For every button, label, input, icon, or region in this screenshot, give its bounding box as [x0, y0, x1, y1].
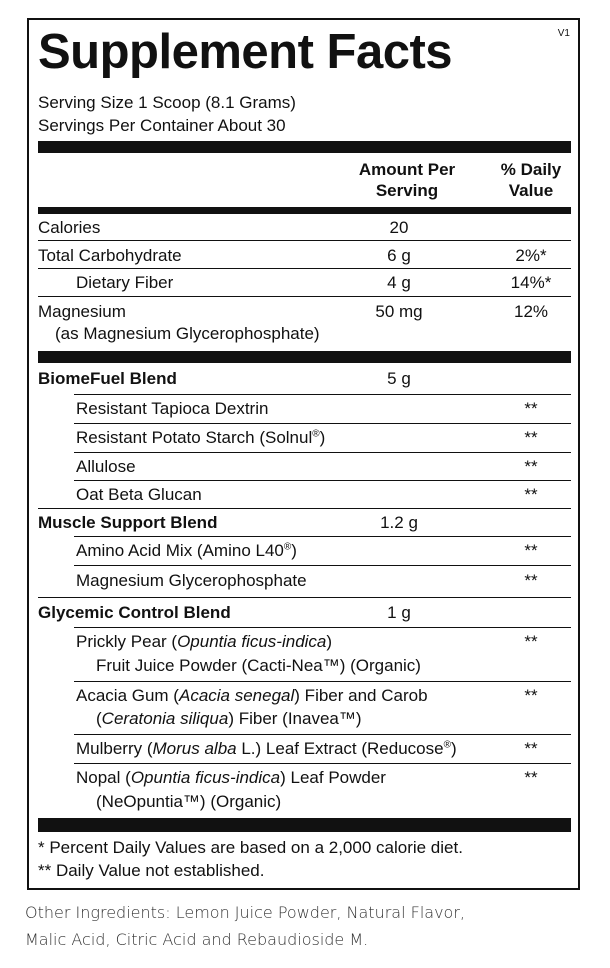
ingredient-name: Nopal (Opuntia ficus-indica) Leaf Powder: [76, 768, 386, 787]
row-rule: [74, 452, 571, 453]
ingredient-name-cont: (Ceratonia siliqua) Fiber (Inavea™): [96, 709, 362, 728]
nutrient-dv: 12%: [513, 302, 549, 321]
row-rule: [38, 597, 571, 598]
ingredient-name-cont: Fruit Juice Powder (Cacti-Nea™) (Organic): [96, 656, 421, 675]
panel-title: Supplement Facts: [38, 25, 453, 79]
row-rule: [38, 268, 571, 269]
ingredient-dv: **: [524, 739, 538, 758]
ingredient-name: Prickly Pear (Opuntia ficus-indica): [76, 632, 333, 651]
other-ingredients-line1: Other Ingredients: Lemon Juice Powder, Natural Flavor,: [25, 903, 466, 922]
ingredient-dv: **: [524, 768, 538, 787]
medium-divider: [38, 207, 571, 214]
ingredient-name: Mulberry (Morus alba L.) Leaf Extract (Reducose®): [76, 739, 457, 758]
footnote-dv: * Percent Daily Values are based on a 2,000 calorie diet.: [38, 838, 463, 857]
ingredient-dv: **: [524, 541, 538, 560]
row-rule: [74, 627, 571, 628]
ingredient-name: Magnesium Glycerophosphate: [76, 571, 307, 590]
supplement-facts-panel: [27, 18, 580, 890]
nutrient-name: Magnesium: [38, 302, 126, 321]
thick-divider: [38, 141, 571, 153]
serving-size: Serving Size 1 Scoop (8.1 Grams): [38, 93, 296, 112]
daily-value-header: % Daily Value: [500, 160, 562, 200]
row-rule: [74, 763, 571, 764]
blend-amount: 1 g: [387, 603, 411, 622]
row-rule: [74, 423, 571, 424]
ingredient-name: Resistant Tapioca Dextrin: [76, 399, 269, 418]
ingredient-dv: **: [524, 399, 538, 418]
ingredient-name: Amino Acid Mix (Amino L40®): [76, 541, 297, 560]
ingredient-name: Allulose: [76, 457, 136, 476]
row-rule: [74, 565, 571, 566]
thick-divider: [38, 818, 571, 832]
nutrient-amount: 6 g: [387, 246, 411, 265]
row-rule: [74, 681, 571, 682]
version-code: V1: [557, 28, 570, 39]
ingredient-dv: **: [524, 571, 538, 590]
nutrient-dv: 14%*: [510, 273, 552, 292]
nutrient-name: Total Carbohydrate: [38, 246, 182, 265]
ingredient-name: Acacia Gum (Acacia senegal) Fiber and Carob: [76, 686, 428, 705]
nutrient-subtext: (as Magnesium Glycerophosphate): [55, 324, 320, 343]
amount-per-serving-header: Amount Per Serving: [358, 160, 456, 200]
ingredient-dv: **: [524, 686, 538, 705]
other-ingredients-line2: Malic Acid, Citric Acid and Rebaudioside M.: [25, 930, 369, 949]
ingredient-dv: **: [524, 632, 538, 651]
row-rule: [74, 734, 571, 735]
row-rule: [38, 508, 571, 509]
blend-name: Glycemic Control Blend: [38, 603, 231, 622]
blend-amount: 5 g: [387, 369, 411, 388]
blend-name: Muscle Support Blend: [38, 513, 218, 532]
ingredient-dv: **: [524, 457, 538, 476]
ingredient-name: Oat Beta Glucan: [76, 485, 202, 504]
blend-amount: 1.2 g: [380, 513, 418, 532]
nutrient-name: Calories: [38, 218, 101, 237]
ingredient-dv: **: [524, 485, 538, 504]
row-rule: [74, 536, 571, 537]
row-rule: [38, 296, 571, 297]
nutrient-amount: 4 g: [387, 273, 411, 292]
nutrient-amount: 20: [389, 218, 409, 237]
ingredient-name-cont: (NeOpuntia™) (Organic): [96, 792, 282, 811]
nutrient-dv: 2%*: [515, 246, 547, 265]
blend-name: BiomeFuel Blend: [38, 369, 177, 388]
servings-per-container: Servings Per Container About 30: [38, 116, 286, 135]
row-rule: [38, 240, 571, 241]
footnote-not-established: ** Daily Value not established.: [38, 861, 265, 880]
nutrient-amount: 50 mg: [375, 302, 423, 321]
row-rule: [74, 394, 571, 395]
thick-divider: [38, 351, 571, 363]
nutrient-name: Dietary Fiber: [76, 273, 174, 292]
ingredient-name: Resistant Potato Starch (Solnul®): [76, 428, 326, 447]
ingredient-dv: **: [524, 428, 538, 447]
row-rule: [74, 480, 571, 481]
